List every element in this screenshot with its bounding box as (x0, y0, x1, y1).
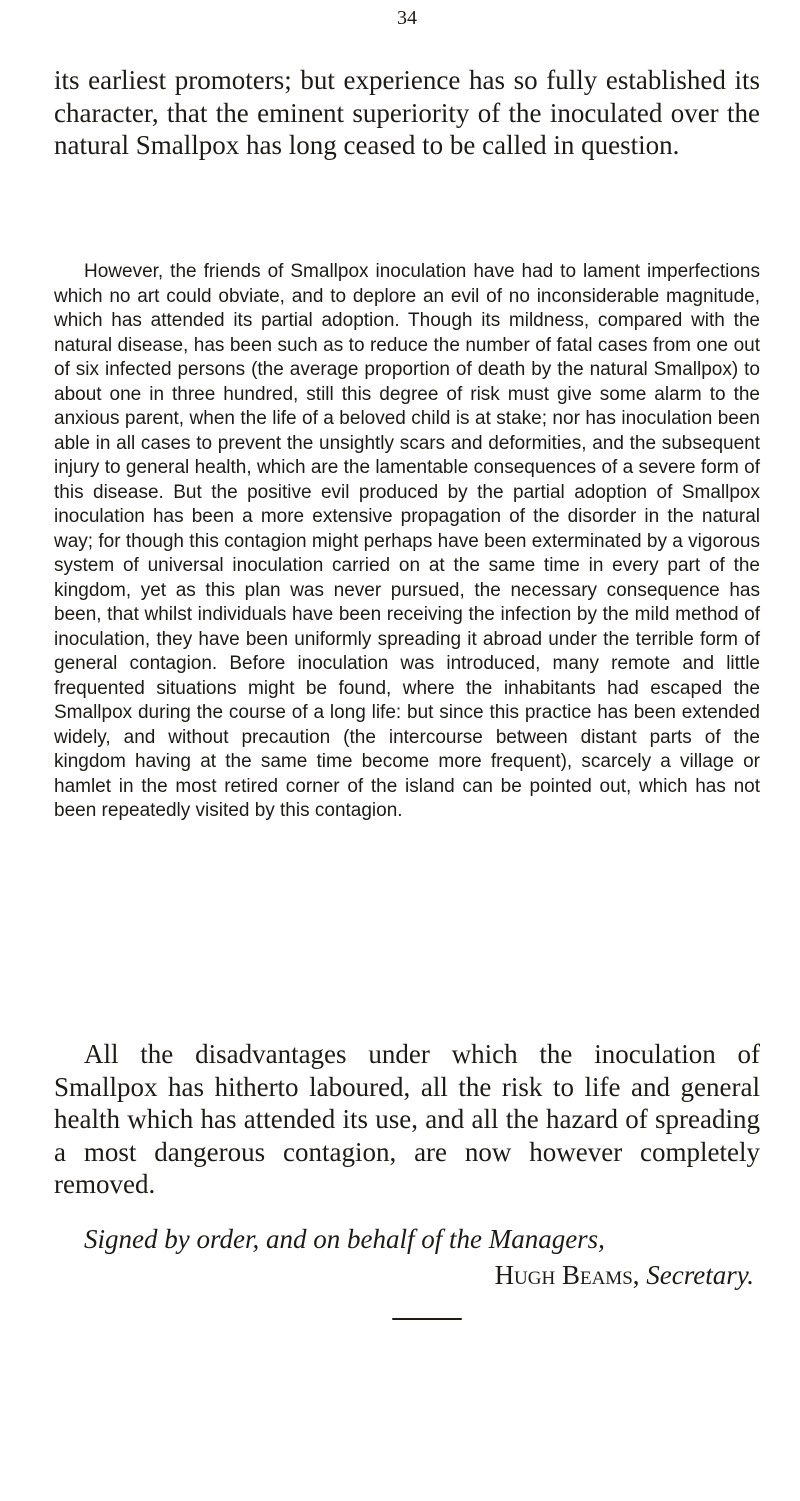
paragraph-continuation: its earliest promoters; but experience has so fully established its character, that the eminent superiority of the inoculated over the natural Smallpox has long ceased to be called in question. (54, 65, 760, 160)
paragraph-conclusion: All the disadvantages under which the inoculation of Smallpox has hitherto laboured, all the risk to life and general health which has attended its use, and all the hazard of spreading a most dangerous contagion, are now however completely removed. (54, 1039, 760, 1199)
signature-line: Signed by order, and on behalf of the Managers, (84, 1224, 605, 1254)
signatory: Hugh Beams, Secretary. (494, 1260, 754, 1290)
page-number: 34 (397, 7, 417, 29)
signatory-name: Hugh Beams (494, 1260, 633, 1290)
closing-rule (392, 1318, 462, 1320)
signatory-title: Secretary. (646, 1260, 754, 1290)
paragraph-body: However, the friends of Smallpox inoculation have had to lament imperfections which no art could obviate, and to deplore an evil of no inconsiderable magnitude, which has attended its partial adoption. Though its mildness, compared with the natural disease, has been such as to reduce the number of fatal cases from one out of six infected persons (the average proportion of death by the natural Smallpox) to about one in three hundred, still this degree of risk must give some alarm to the anxious parent, when the life of a beloved child is at stake; nor has inoculation been able in all cases to prevent the unsightly scars and deformities, and the subsequent injury to general health, which are the lamentable consequences of a severe form of this disease. But the positive evil produced by the partial adoption of Smallpox inoculation has been a more extensive propagation of the disorder in the natural way; for though this contagion might perhaps have been exterminated by a vigorous system of universal inoculation carried on at the same time in every part of the kingdom, yet as this plan was never pursued, the necessary consequence has been, that whilst individuals have been receiving the infection by the mild method of inoculation, they have been uniformly spreading it abroad under the terrible form of general contagion. Before inoculation was introduced, many remote and little frequented situations might be found, where the inhabitants had escaped the Smallpox during the course of a long life: but since this practice has been extended widely, and without precaution (the intercourse between distant parts of the kingdom having at the same time become more frequent), scarcely a village or hamlet in the most retired corner of the island can be pointed out, which has not been repeatedly visited by this contagion. (54, 261, 760, 821)
